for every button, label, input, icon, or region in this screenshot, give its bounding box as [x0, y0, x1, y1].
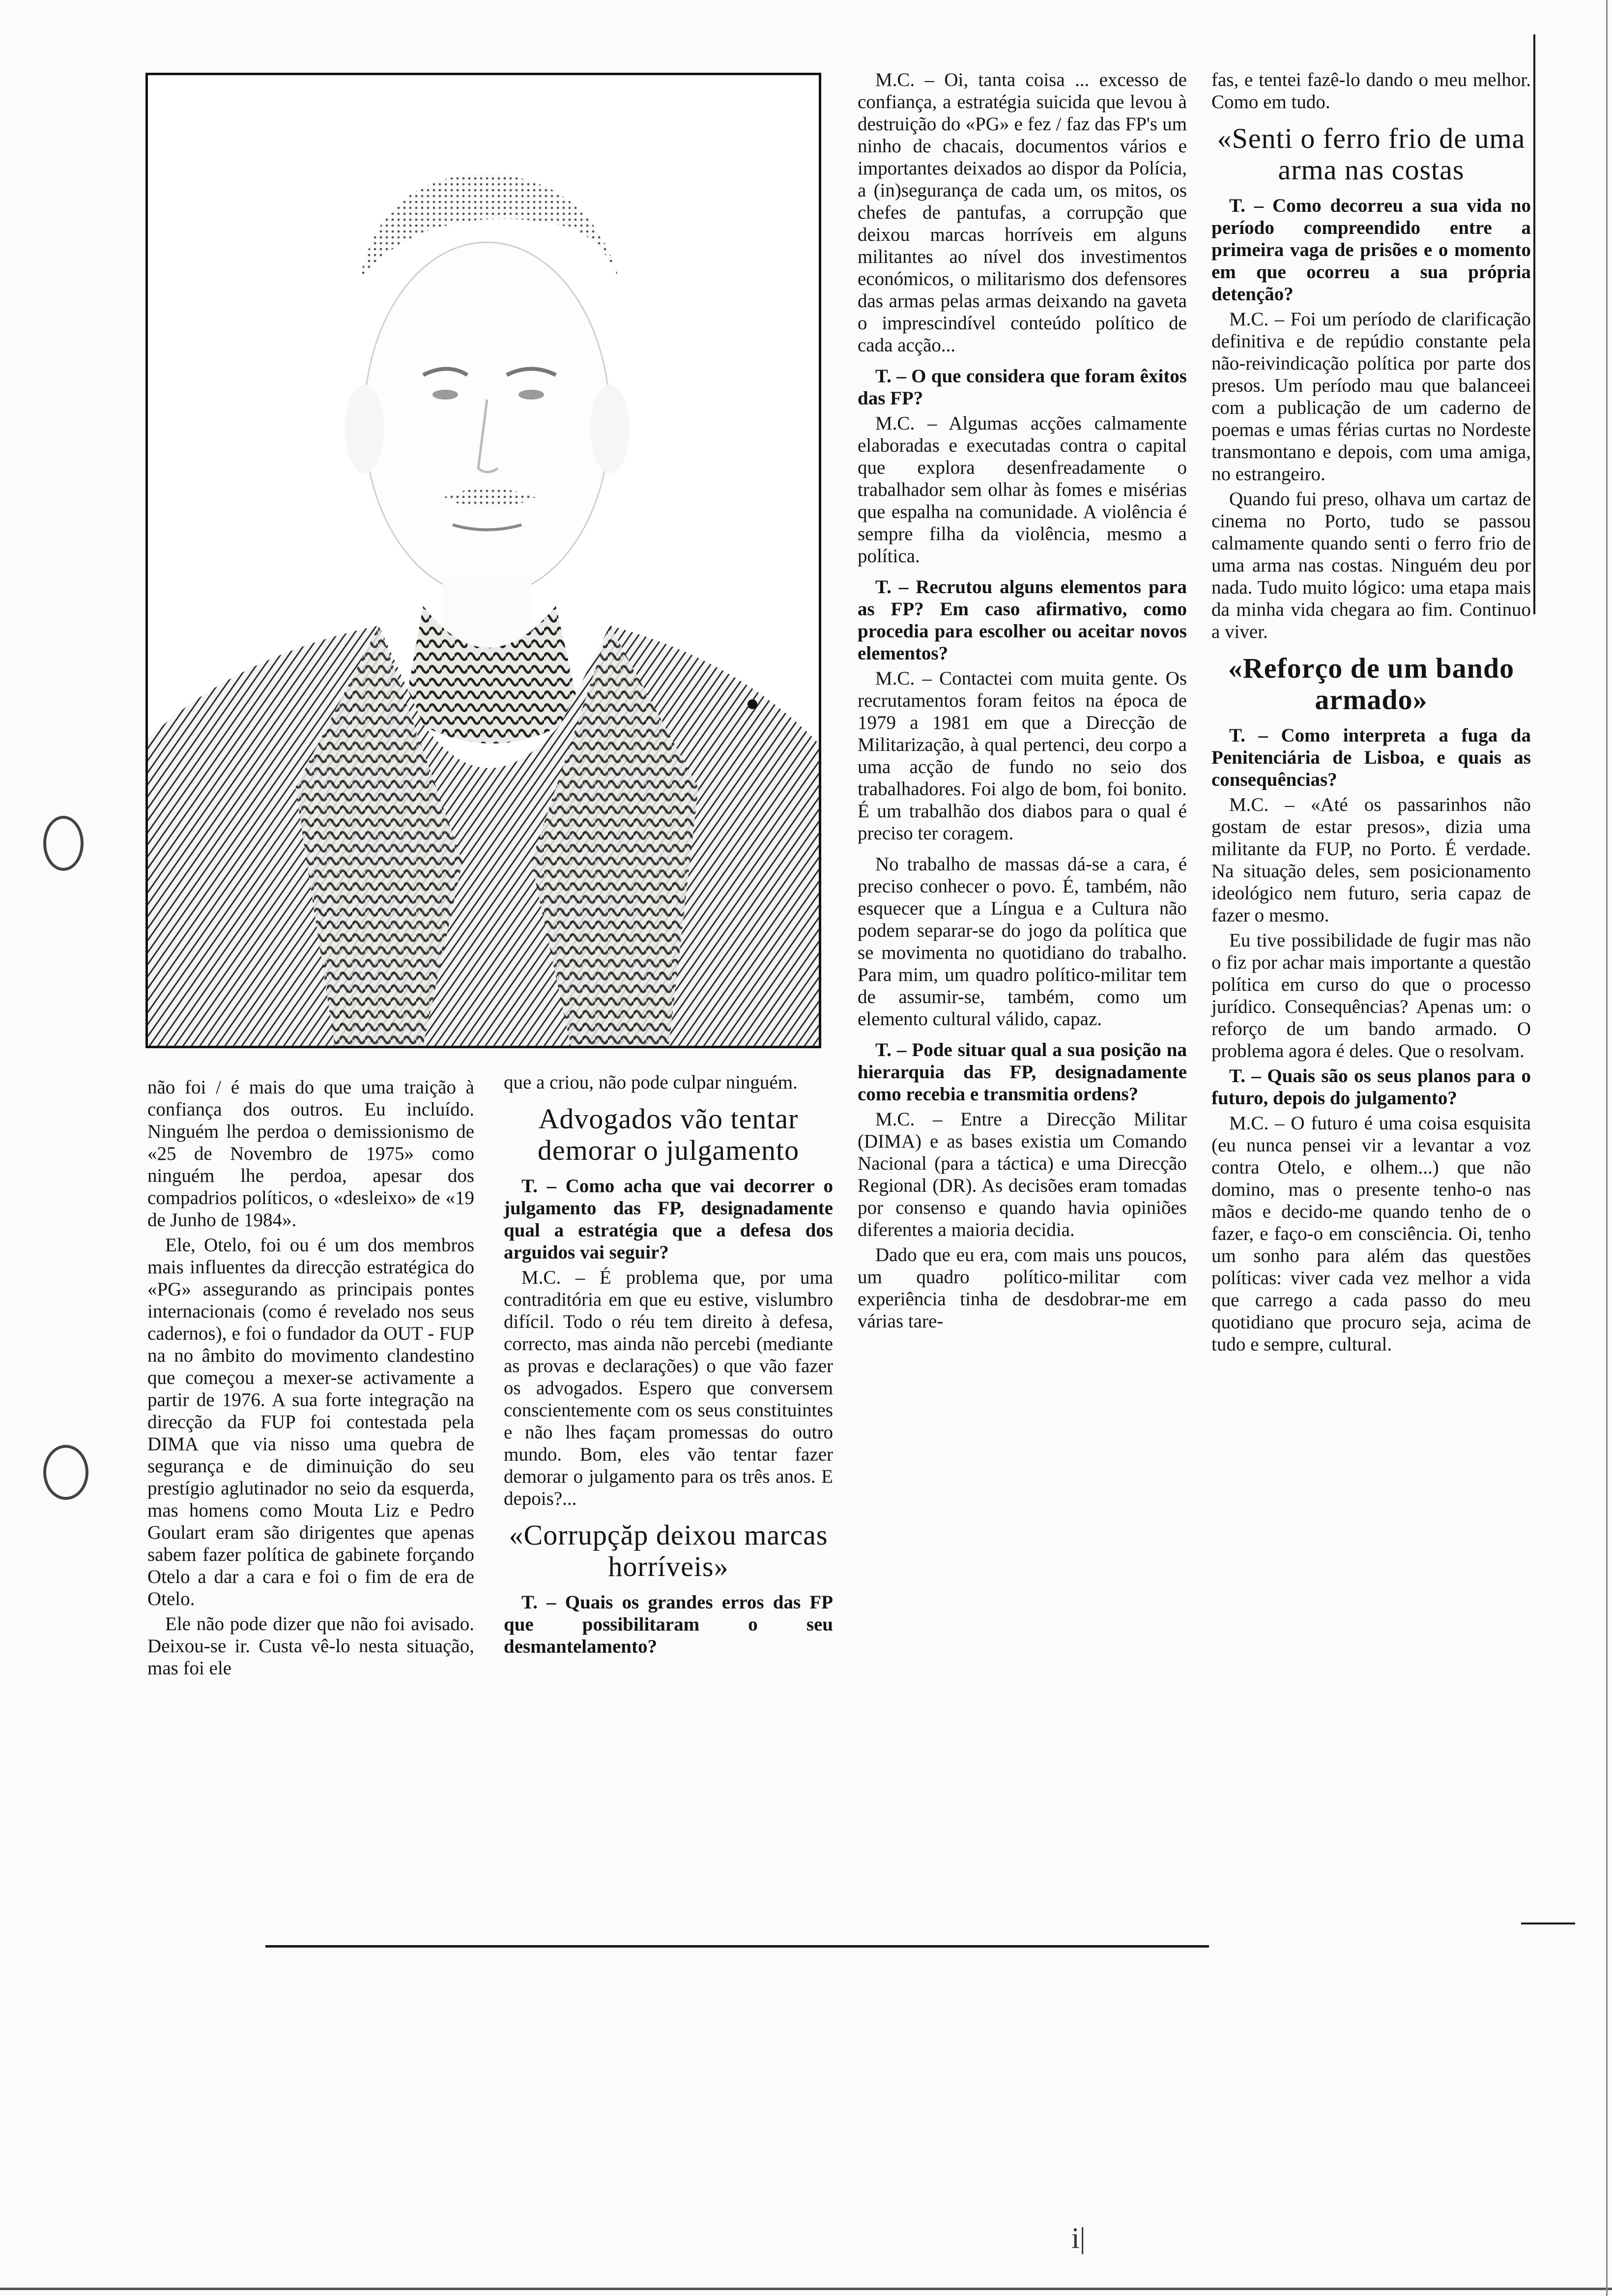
col4-paragraph: M.C. – Foi um período de clarificação definitiva e de repúdio constante pela não-reivindicação política por parte dos presos. Um período mau que balanceei com a publicação de um caderno de poemas e umas férias curtas no Nordeste transmontano e depois, com uma amiga, no estrangeiro. — [1211, 309, 1531, 485]
interview-question: T. – Quais são os seus planos para o futuro, depois do julgamento? — [1211, 1065, 1531, 1109]
interview-question: T. – Recrutou alguns elementos para as FP? Em caso afirmativo, como procedia para escolher ou aceitar novos elementos? — [858, 576, 1187, 664]
column-4 — [1211, 69, 1531, 1358]
interview-question: T. – O que considera que foram êxitos das FP? — [858, 366, 1187, 409]
col3-paragraph: M.C. – Entre a Direcção Militar (DIMA) e as bases existia um Comando Nacional (para a táctica) e uma Direcção Regional (DR). As decisões eram tomadas por consenso e quando havia opiniões diferentes a maioria decidia. — [858, 1109, 1187, 1240]
col1-paragraph: não foi / é mais do que uma traição à confiança dos outros. Eu incluído. Ninguém lhe perdoa o demissionismo de «25 de Novembro de 1975» como ninguém lhe perdoa, apesar dos compadrios políticos, o «desleixo» de «19 de Junho de 1984». — [147, 1077, 474, 1231]
bottom-rule-left — [265, 1945, 1209, 1948]
col3-paragraph: M.C. – Contactei com muita gente. Os recrutamentos foram feitos na época de 1979 a 1981 em que a Direcção de Militarização, à qual pertenci, deu corpo a uma acção de fundo no seio dos trabalhadores. Foi algo de bom, foi bonito. É um trabalhão dos diabos para o qual é preciso ter coragem. — [858, 668, 1187, 844]
interview-question: T. – Pode situar qual a sua posição na hierarquia das FP, designadamente como recebia e transmitia ordens? — [858, 1039, 1187, 1105]
bottom-rule-right — [1521, 1923, 1575, 1924]
section-heading: Advogados vão tentar demorar o julgamento — [537, 1103, 800, 1166]
top-rule-right — [1533, 34, 1535, 614]
col4-paragraph: M.C. – O futuro é uma coisa esquisita (eu nunca pensei vir a levantar a voz contra Otelo, e olhem...) que não domino, mas o presente tenho-o nas mãos e decido-me quando tenho de o fazer, e faço-o em consciência. Oi, tenho um sonho para além das questões políticas: viver cada vez melhor a vida que carrego a cada passo do meu quotidiano que procuro seja, acima de tudo e sempre, cultural. — [1211, 1113, 1531, 1355]
interview-question: T. – Como interpreta a fuga da Penitenciária de Lisboa, e quais as consequências? — [1211, 725, 1531, 790]
binder-hole-mark — [43, 816, 84, 871]
col3-paragraph: Dado que eu era, com mais uns poucos, um quadro político-militar com experiência tinha de desdobrar-me em várias tare- — [858, 1244, 1187, 1332]
col2-paragraph: que a criou, não pode culpar ninguém. — [504, 1072, 798, 1093]
interview-question: T. – Como acha que vai decorrer o julgamento das FP, designadamente qual a estratégia que a defesa dos arguidos vai seguir? — [504, 1176, 833, 1263]
page-right-edge — [1606, 0, 1608, 2296]
col4-paragraph: fas, e tentei fazê-lo dando o meu melhor. Como em tudo. — [1211, 69, 1531, 113]
interview-question: T. – Quais os grandes erros das FP que possibilitaram o seu desmantelamento? — [504, 1592, 833, 1657]
col2-paragraph: M.C. – É problema que, por uma contraditória em que eu estive, vislumbro difícil. Todo o réu tem direito à defesa, correcto, mas ainda não percebi (mediante as provas e declarações) o que vão fazer os advogados. Espero que conversem conscientemente com os seus constituintes e não lhes façam promessas do outro mundo. Bom, eles vão tentar fazer demorar o julgamento para os três anos. E depois?... — [504, 1267, 833, 1509]
portrait-illustration — [148, 75, 819, 1046]
column-3 — [858, 69, 1187, 1335]
page-bottom-edge — [0, 2288, 1612, 2290]
section-heading: «Senti o ferro frio de uma arma nas costas — [1217, 122, 1526, 186]
page-mark: i| — [1071, 2222, 1086, 2254]
binder-hole-mark — [43, 1445, 88, 1500]
col3-paragraph: No trabalho de massas dá-se a cara, é preciso conhecer o povo. É, também, não esquecer que a Língua e a Cultura não podem separar-se do jogo da política que se movimenta no quotidiano do trabalho. Para mim, um quadro político-militar tem de assumir-se, também, como um elemento cultural válido, capaz. — [858, 854, 1187, 1030]
section-heading: «Reforço de um bando armado» — [1228, 652, 1515, 716]
col4-paragraph: Eu tive possibilidade de fugir mas não o fiz por achar mais importante a questão política em curso do que o processo jurídico. Consequências? Apenas um: o reforço de um bando armado. O problema agora é deles. Que o resolvam. — [1211, 930, 1531, 1062]
col4-paragraph: M.C. – «Até os passarinhos não gostam de estar presos», dizia uma militante da FUP, no Porto. É verdade. Na situação deles, sem posicionamento ideológico nem futuro, seria capaz de fazer o mesmo. — [1211, 794, 1531, 926]
col1-paragraph: Ele, Otelo, foi ou é um dos membros mais influentes da direcção estratégica do «PG» assegurando as principais pontes internacionais (como é revelado nos seus cadernos), e foi o fundador da OUT - FUP na no âmbito do movimento clandestino que começou a mexer-se activamente a partir de 1976. A sua forte integração na direcção da FUP foi contestada pela DIMA que via nisso uma quebra de segurança e de diminuição do seu prestígio aglutinador no seio da esquerda, mas homens como Mouta Liz e Pedro Goulart eram são dirigentes que apenas sabem fazer política de gabinete forçando Otelo a dar a cara e foi o fim de era de Otelo. — [147, 1234, 474, 1609]
section-heading: «Corrupçăp deixou marcas horríveis» — [509, 1519, 828, 1582]
portrait-photo — [145, 73, 821, 1048]
column-2 — [504, 1071, 833, 1661]
col3-paragraph: M.C. – Algumas acções calmamente elaboradas e executadas contra o capital que explora desenfreadamente o trabalhador sem olhar às fomes e misérias que espalha na comunidade. A violência é sempre filha da violência, mesmo a política. — [858, 413, 1187, 567]
col1-paragraph: Ele não pode dizer que não foi avisado. Deixou-se ir. Custa vê-lo nesta situação, mas foi ele — [147, 1613, 474, 1679]
column-1 — [147, 1076, 474, 1682]
col3-paragraph: M.C. – Oi, tanta coisa ... excesso de confiança, a estratégia suicida que levou à destruição do «PG» e fez / faz das FP's um ninho de chacais, documentos vários e importantes deixados ao dispor da Polícia, a (in)segurança de cada um, os mitos, os chefes de pantufas, a corrupção que deixou marcas horríveis em alguns militantes ao nível dos investimentos económicos, o militarismo dos defensores das armas pelas armas deixando na gaveta o imprescindível conteúdo político de cada acção... — [858, 69, 1187, 356]
interview-question: T. – Como decorreu a sua vida no período compreendido entre a primeira vaga de prisões e o momento em que ocorreu a sua própria detenção? — [1211, 195, 1531, 305]
col4-paragraph: Quando fui preso, olhava um cartaz de cinema no Porto, tudo se passou calmamente quando senti o ferro frio de uma arma nas costas. Ninguém deu por nada. Tudo muito lógico: uma etapa mais da minha vida chegara ao fim. Continuo a viver. — [1211, 488, 1531, 642]
